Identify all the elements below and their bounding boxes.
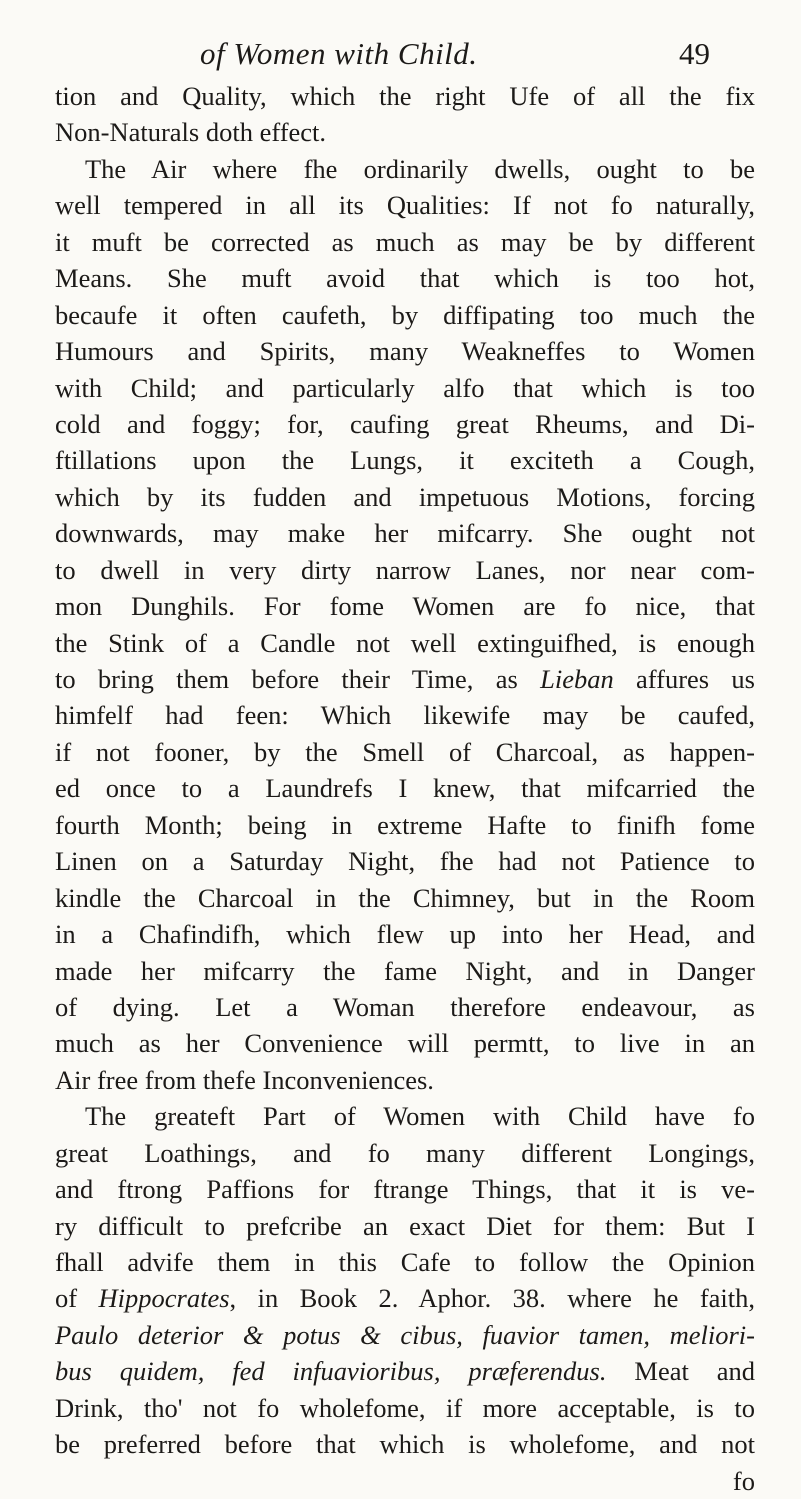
- text-line: ed once to a Laundrefs I knew, that mifcarried the: [55, 773, 755, 804]
- text-line: much as her Convenience will permtt, to live in an: [55, 1028, 755, 1059]
- text-line: himfelf had feen: Which likewife may be caufed,: [55, 700, 755, 731]
- text-line: tion and Quality, which the right Ufe of all the fix: [55, 81, 755, 111]
- text-line: kindle the Charcoal in the Chimney, but in the Room: [55, 882, 755, 913]
- text-line: [55, 1280, 755, 1316]
- text-line: ry difficult to prefcribe an exact Diet for them: But I: [55, 1210, 755, 1241]
- text-line: which by its fudden and impetuous Motions, forcing: [55, 481, 755, 512]
- catchword: fo: [732, 1465, 755, 1496]
- body-text: [55, 78, 755, 1499]
- italic-text: Paulo deterior & potus & cibus, fuavior tamen, meliori-: [55, 1319, 755, 1350]
- text-line: cold and foggy; for, caufing great Rheums, and Di-: [55, 408, 755, 439]
- text-line: Humours and Spirits, many Weakneffes to Women: [55, 336, 755, 367]
- text-line: becaufe it often caufeth, by diffipating too much the: [55, 299, 755, 330]
- text-line: of dying. Let a Woman therefore endeavour, as: [55, 991, 755, 1022]
- text-line: [55, 1317, 755, 1353]
- text-segment: to bring them before their Time, as: [55, 664, 541, 694]
- text-line: to dwell in very dirty narrow Lanes, nor near com-: [55, 554, 755, 585]
- text-line: it muft be corrected as much as may be by different: [55, 226, 755, 257]
- text-line: The greateft Part of Women with Child have fo: [85, 1101, 755, 1132]
- text-line: mon Dunghils. For fome Women are fo nice, that: [55, 591, 755, 622]
- text-line: well tempered in all its Qualities: If not fo naturally,: [55, 190, 755, 221]
- text-line: made her mifcarry the fame Night, and in Danger: [55, 955, 755, 986]
- text-line: be preferred before that which is wholefome, and not: [55, 1429, 755, 1460]
- text-line: great Loathings, and fo many different Longings,: [55, 1137, 755, 1168]
- text-line: ftillations upon the Lungs, it exciteth a Cough,: [55, 445, 755, 476]
- running-head: [90, 36, 710, 80]
- text-segment: , in Book 2. Aphor. 38. where he faith,: [229, 1283, 755, 1314]
- text-line: if not fooner, by the Smell of Charcoal, as happen-: [55, 736, 755, 767]
- text-line: Linen on a Saturday Night, fhe had not Patience to: [55, 846, 755, 877]
- italic-text: Lieban: [540, 664, 614, 694]
- text-line: The Air where fhe ordinarily dwells, ought to be: [85, 153, 755, 184]
- text-line: Air free from thefe Inconveniences.: [55, 1064, 434, 1095]
- text-line: Means. She muft avoid that which is too hot,: [55, 263, 755, 294]
- text-line: fhall advife them in this Cafe to follow the Opinion: [55, 1247, 755, 1277]
- text-segment: affures us: [613, 664, 755, 694]
- text-line: the Stink of a Candle not well extinguifhed, is enough: [55, 627, 755, 658]
- italic-text: bus quidem, fed infuavioribus, præferendus.: [55, 1356, 607, 1387]
- text-line: Drink, tho' not fo wholefome, if more acceptable, is to: [55, 1392, 755, 1423]
- text-line: downwards, may make her mifcarry. She ought not: [55, 518, 755, 549]
- running-title: of Women with Child.: [200, 36, 478, 71]
- text-line: Non-Naturals doth effect.: [55, 117, 327, 148]
- text-line: with Child; and particularly alfo that which is too: [55, 372, 755, 403]
- text-line: [55, 661, 755, 697]
- text-line: [55, 1353, 755, 1389]
- text-segment: of: [55, 1283, 99, 1314]
- text-segment: Meat and: [606, 1356, 755, 1387]
- italic-text: Hippocrates: [98, 1283, 230, 1314]
- text-line: in a Chafindifh, which flew up into her Head, and: [55, 919, 755, 950]
- text-line: fourth Month; being in extreme Hafte to finifh fome: [55, 809, 755, 840]
- text-line: and ftrong Paffions for ftrange Things, that it is ve-: [55, 1174, 755, 1205]
- page-number: 49: [679, 36, 710, 71]
